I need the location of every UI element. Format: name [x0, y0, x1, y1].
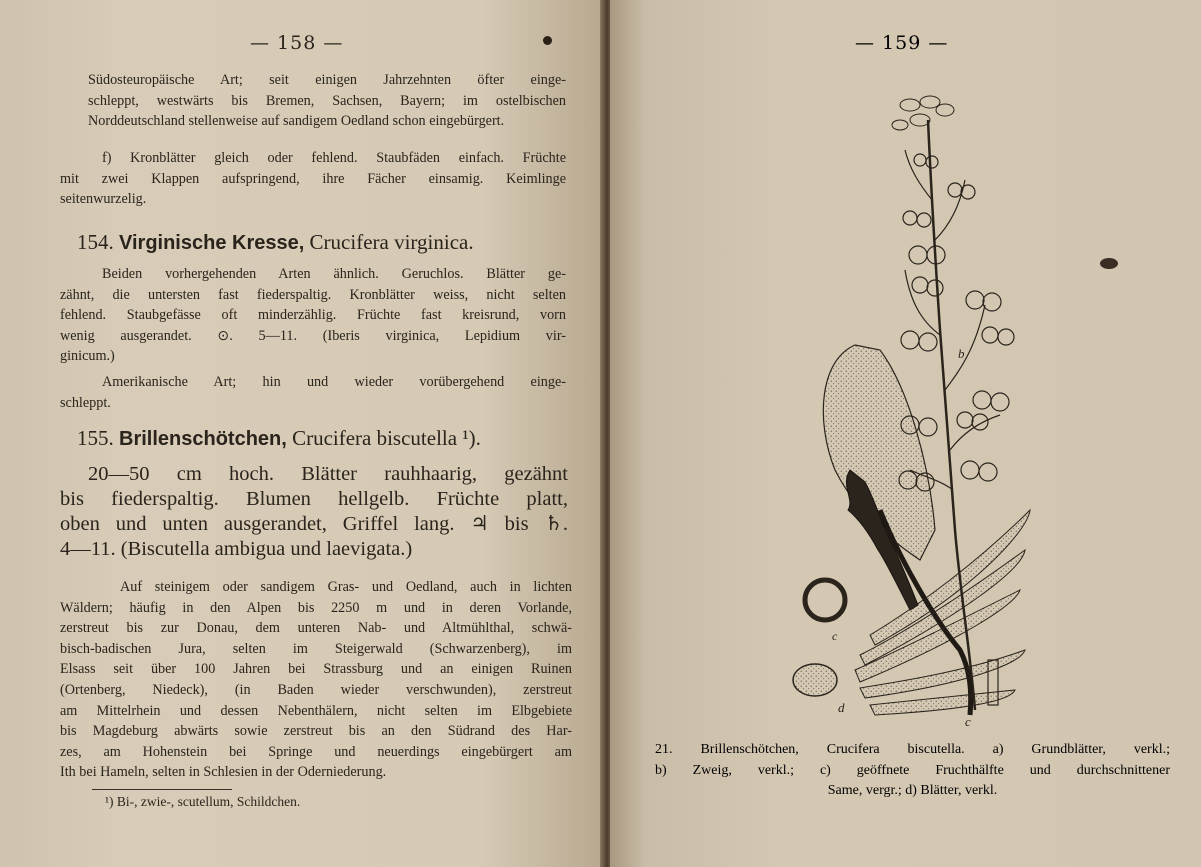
text-line: schleppt.: [60, 394, 111, 411]
text-line: 4—11. (Biscutella ambigua und laevigata.): [60, 538, 413, 560]
caption-line: 21. Brillenschötchen, Crucifera biscutella. a) Grundblätter, verkl.;: [655, 742, 1170, 757]
species-number: 155.: [77, 426, 114, 450]
species-name-german: Brillenschötchen,: [119, 428, 287, 450]
text-line: schleppt, westwärts bis Bremen, Sachsen, Bayern; im ostelbischen: [88, 92, 566, 109]
figure-label-d: d: [838, 700, 845, 715]
text-line: Amerikanische Art; hin und wieder vorübergehend einge-: [102, 374, 566, 390]
text-line: Beiden vorhergehenden Arten ähnlich. Geruchlos. Blätter ge-: [102, 266, 566, 282]
text-line: Südosteuropäische Art; seit einigen Jahrzehnten öfter einge-: [88, 72, 566, 88]
text-line: 20—50 cm hoch. Blätter rauhhaarig, gezähnt: [88, 463, 568, 485]
text-line: oben und unten ausgerandet, Griffel lang. ♃ bis ♄.: [60, 513, 568, 535]
species-154-range: [60, 372, 566, 413]
text-line: zähnt, die untersten fast fiederspaltig. Kronblätter weiss, nicht selten: [60, 286, 566, 303]
text-line: seitenwurzelig.: [60, 191, 147, 208]
page-number-right: — 159 —: [855, 32, 949, 54]
species-name-german: Virginische Kresse,: [119, 232, 305, 254]
text-line: bisch-badischen Jura, selten im Steigerwald (Schwarzenberg), im: [60, 640, 572, 657]
species-number: 154.: [77, 230, 114, 254]
text-line: Norddeutschland stellenweise auf sandigem Oedland schon eingebürgert.: [88, 113, 505, 130]
ink-spot: [1100, 258, 1118, 269]
figure-label-b: b: [958, 346, 965, 361]
figure-label-c-base: c: [965, 714, 971, 729]
flower-cluster: [892, 96, 954, 130]
fruit-half: [805, 580, 845, 620]
text-line: bis fiederspaltig. Blumen hellgelb. Früchte platt,: [60, 488, 568, 510]
text-line: mit zwei Klappen aufspringend, ihre Fächer einsamig. Keimlinge: [60, 170, 566, 187]
intro-paragraph: [88, 70, 566, 132]
species-154-description: [60, 264, 566, 367]
text-line: zerstreut bis zur Donau, dem unteren Nab- und Altmühlthal, schwä-: [60, 620, 572, 637]
caption-line: b) Zweig, verkl.; c) geöffnete Fruchthälfte und durchschnittener: [655, 762, 1170, 778]
text-line: fehlend. Staubgefässe oft minderzählig. Früchte fast kreisrund, vorn: [60, 307, 566, 324]
text-line: Auf steinigem oder sandigem Gras- und Oedland, auch in lichten: [120, 579, 572, 595]
figure-label-c: c: [832, 629, 838, 643]
text-line: f) Kronblätter gleich oder fehlend. Staubfäden einfach. Früchte: [102, 150, 566, 166]
ink-spot: [543, 36, 552, 45]
species-155-heading: [77, 426, 481, 451]
page-number-left: — 158 —: [250, 32, 344, 54]
plant-illustration: [760, 90, 1060, 730]
text-line: bis Magdeburg abwärts sowie zerstreut bis an den Südrand des Har-: [60, 723, 572, 740]
species-name-latin: Crucifera biscutella ¹).: [292, 426, 481, 450]
caption-line: Same, vergr.; d) Blätter, verkl.: [827, 783, 998, 798]
seed-section: [793, 664, 837, 696]
species-name-latin: Crucifera virginica.: [309, 230, 474, 254]
species-155-description: [60, 462, 568, 562]
footnote-rule: [92, 789, 232, 790]
species-154-heading: [77, 230, 474, 255]
footnote: ¹) Bi-, zwie-, scutellum, Schildchen.: [105, 794, 301, 809]
text-line: Elsass seit über 100 Jahren bei Strassburg und an einigen Ruinen: [60, 661, 572, 678]
text-line: Wäldern; häufig in den Alpen bis 2250 m und in deren Vorlande,: [60, 599, 572, 616]
figure-caption: [655, 740, 1170, 802]
text-line: am Mittelrhein und dessen Nebenthälern, nicht selten im Elbgebiete: [60, 702, 572, 719]
text-line: Ith bei Hameln, selten in Schlesien in der Oderniederung.: [60, 764, 387, 781]
species-155-range: [60, 577, 572, 783]
text-line: ginicum.): [60, 348, 115, 365]
key-paragraph: [60, 148, 566, 210]
text-line: zes, am Hohenstein bei Springe und neuerdings eingebürgert am: [60, 743, 572, 760]
text-line: wenig ausgerandet. ⊙. 5—11. (Iberis virginica, Lepidium vir-: [60, 327, 566, 344]
text-line: (Ortenberg, Niedeck), (in Baden wieder verschwunden), zerstreut: [60, 681, 572, 698]
